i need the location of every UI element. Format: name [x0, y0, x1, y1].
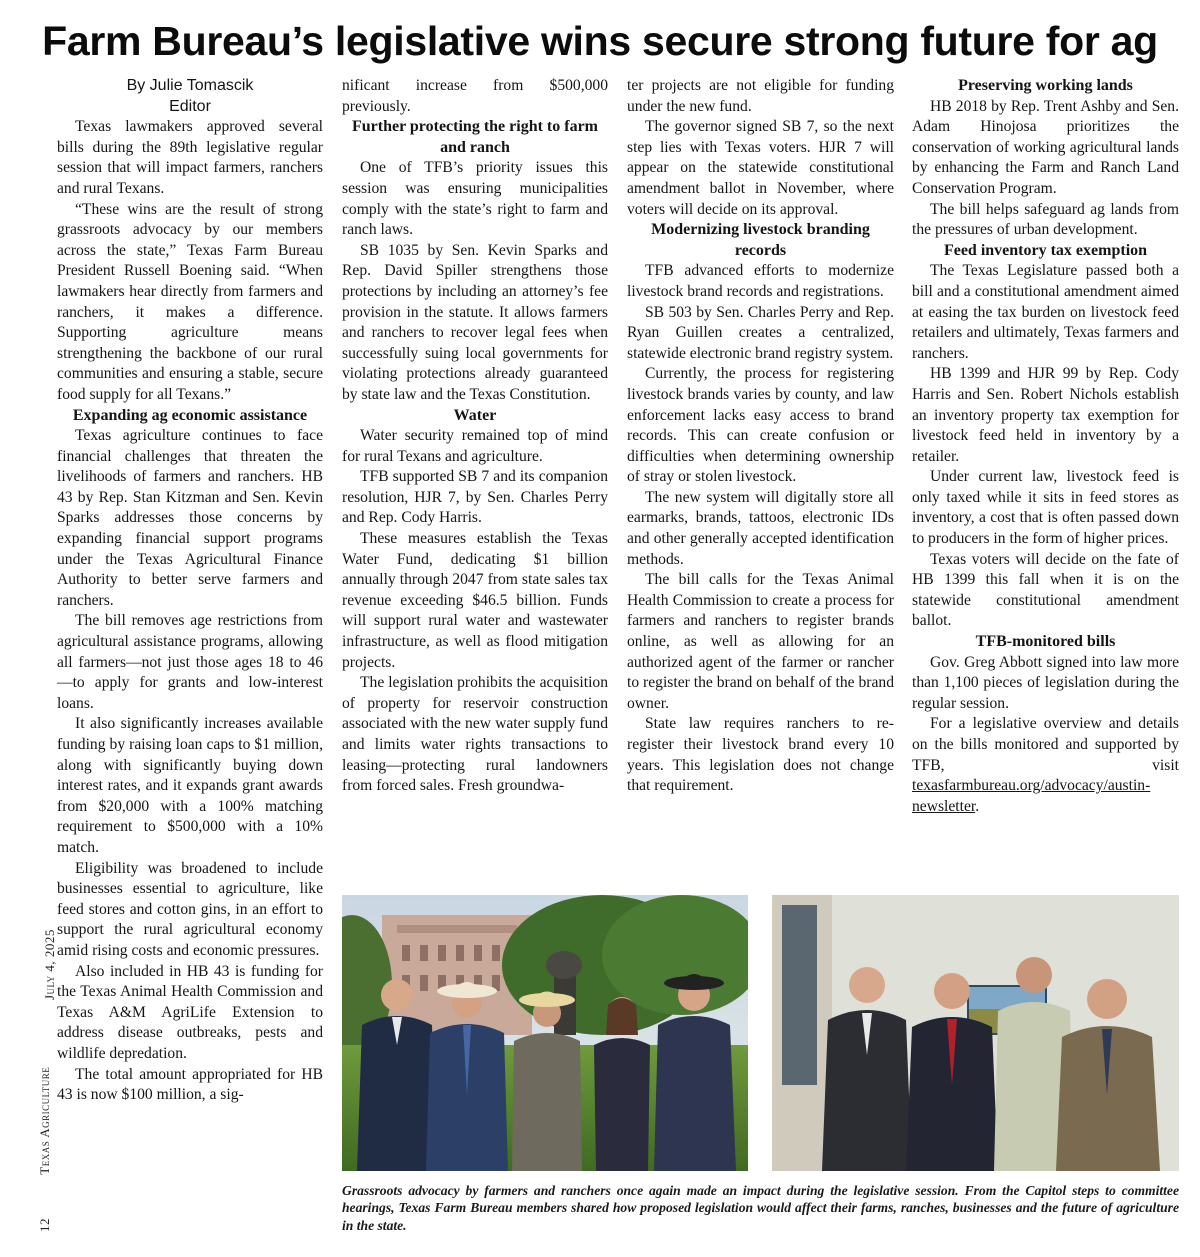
paragraph: Water security remained top of mind for rural Texans and agriculture.	[342, 427, 608, 465]
paragraph: HB 2018 by Rep. Trent Ashby and Sen. Adam Hinojosa prioritizes the conservation of working agricultural lands by enhancing the Farm and Ranch Land Conservation Program.	[912, 97, 1179, 197]
paragraph: State law requires ranchers to re-register their livestock brand every 10 years. This legislation does not change that requirement.	[627, 715, 894, 795]
paragraph: SB 1035 by Sen. Kevin Sparks and Rep. David Spiller strengthens those protections by including an attorney’s fee provision in the statute. It allows farmers and ranchers to recover legal fees when successfully suing local governments for violating protections already guaranteed by state law and the Texas Constitution.	[342, 241, 608, 403]
paragraph: The total amount appropriated for HB 43 is now $100 million, a sig-	[57, 1065, 323, 1104]
paragraph: The bill helps safeguard ag lands from the pressures of urban development.	[912, 200, 1179, 239]
section-heading: Water	[453, 406, 497, 424]
paragraph-text: For a legislative overview and details on the bills monitored and supported by TFB, visit	[912, 715, 1179, 774]
paragraph: The Texas Legislature passed both a bill and a constitutional amendment aimed at easing the tax burden on livestock feed retailers and ultimately, Texas farmers and ranchers.	[912, 262, 1179, 362]
paragraph: nificant increase from $500,000 previously.	[342, 77, 608, 115]
paragraph: ter projects are not eligible for funding under the new fund.	[627, 77, 894, 115]
paragraph: Gov. Greg Abbott signed into law more than 1,100 pieces of legislation during the regular session.	[912, 653, 1179, 712]
paragraph: Texas agriculture continues to face financial challenges that threaten the livelihoods of farmers and ranchers. HB 43 by Rep. Stan Kitzman and Sen. Kevin Sparks addresses those concerns by expanding financial support programs under the Texas Agricultural Finance Authority to better serve farmers and ranchers.	[57, 427, 323, 609]
column-2	[342, 76, 608, 797]
paragraph	[912, 714, 1179, 817]
section-heading: Preserving working lands	[958, 77, 1133, 94]
column-1-body	[57, 117, 323, 1106]
publication-name: Texas Agriculture	[37, 1066, 52, 1175]
page-number: 12	[37, 1218, 52, 1232]
paragraph: Eligibility was broadened to include businesses essential to agriculture, like feed stores and cotton gins, in an effort to support the rural agricultural economy amid rising costs and economic pressures.	[57, 859, 323, 959]
issue-date: July 4, 2025	[42, 929, 57, 1000]
section-heading: Expanding ag economic assistance	[72, 406, 308, 424]
paragraph: SB 503 by Sen. Charles Perry and Rep. Ryan Guillen creates a centralized, statewide electronic brand registry system.	[627, 303, 894, 362]
paragraph: The governor signed SB 7, so the next step lies with Texas voters. HJR 7 will appear on the statewide constitutional amendment ballot in November, where voters will decide on its approval.	[627, 118, 894, 218]
paragraph: Texas lawmakers approved several bills during the 89th legislative regular session that will impact farmers, ranchers and rural Texans.	[57, 118, 323, 197]
paragraph: These measures establish the Texas Water Fund, dedicating $1 billion annually through 2047 from state sales tax revenue exceeding $46.5 billion. Funds will support rural water and wastewater infrastructure, as well as flood mitigation projects.	[342, 530, 608, 671]
paragraph: The new system will digitally store all earmarks, brands, tattoos, electronic IDs and other generally accepted identification methods.	[627, 488, 894, 568]
paragraph: One of TFB’s priority issues this session was ensuring municipalities comply with the state’s right to farm and ranch laws.	[342, 159, 608, 239]
capitol-group-photo	[342, 895, 748, 1171]
paragraph: TFB advanced efforts to modernize livestock brand records and registrations.	[627, 262, 894, 300]
page-folio	[37, 1067, 53, 1232]
paragraph: The bill calls for the Texas Animal Health Commission to create a process for farmers and ranchers to register brands online, as well as allowing for an authorized agent of the farmer or rancher to register the brand on behalf of the brand owner.	[627, 571, 894, 712]
section-heading: Feed inventory tax exemption	[943, 241, 1148, 259]
column-1	[57, 76, 323, 1106]
byline-author: By Julie Tomascik	[126, 77, 254, 94]
paragraph: Texas voters will decide on the fate of HB 1399 this fall when it is on the statewide constitutional amendment ballot.	[912, 550, 1179, 630]
section-heading: TFB-monitored bills	[975, 633, 1116, 651]
paragraph: Under current law, livestock feed is only taxed while it sits in feed stores as inventory, a cost that is often passed down to producers in the form of higher prices.	[912, 468, 1179, 548]
paragraph: “These wins are the result of strong grassroots advocacy by our members across the state,” Texas Farm Bureau President Russell Boening said. “When lawmakers hear directly from farmers and ranchers, it makes a difference. Supporting agriculture means strengthening the backbone of our rural communities and ensuring a stable, secure food supply for all Texans.”	[57, 200, 323, 403]
section-heading: Modernizing livestock branding records	[651, 221, 870, 259]
paragraph: It also significantly increases available funding by raising loan caps to $1 million, along with significantly buying down interest rates, and it expands grant awards from $20,000 with a 100% matching requirement to $500,000 with a 10% match.	[57, 715, 323, 856]
office-group-photo	[772, 895, 1179, 1171]
photo-caption: Grassroots advocacy by farmers and ranchers once again made an impact during the legislative session. From the Capitol steps to committee hearings, Texas Farm Bureau members shared how proposed legislation would affect their farms, ranches, businesses and the future of agriculture in the state.	[342, 1183, 1179, 1233]
newsletter-link[interactable]: texasfarmbureau.org/advocacy/austin-newsletter	[912, 777, 1151, 815]
column-3	[627, 76, 894, 797]
paragraph: Currently, the process for registering livestock brands varies by county, and law enforcement lacks easy access to brand records. This can create confusion or difficulties when determining ownership of stray or stolen livestock.	[627, 365, 894, 486]
paragraph: The bill removes age restrictions from agricultural assistance programs, allowing all farmers—not just those ages 18 to 46—to apply for grants and low-interest loans.	[57, 612, 323, 712]
article-headline: Farm Bureau’s legislative wins secure strong future for ag	[42, 18, 1158, 64]
column-4	[912, 76, 1179, 817]
byline-role: Editor	[169, 97, 211, 115]
section-heading: Further protecting the right to farm and ranch	[351, 118, 598, 156]
paragraph: The legislation prohibits the acquisition of property for reservoir construction associated with the new water supply fund and limits water rights transactions to leasing—protecting rural landowners from forced sales. Fresh groundwa-	[342, 674, 608, 795]
paragraph: TFB supported SB 7 and its companion resolution, HJR 7, by Sen. Charles Perry and Rep. Cody Harris.	[342, 468, 608, 527]
paragraph: Also included in HB 43 is funding for the Texas Animal Health Commission and Texas A&M AgriLife Extension to address disease outbreaks, pests and wildlife depredation.	[57, 962, 323, 1062]
paragraph-end: .	[975, 797, 980, 815]
paragraph: HB 1399 and HJR 99 by Rep. Cody Harris and Sen. Robert Nichols establish an inventory property tax exemption for livestock feed held in inventory by a retailer.	[912, 365, 1179, 465]
